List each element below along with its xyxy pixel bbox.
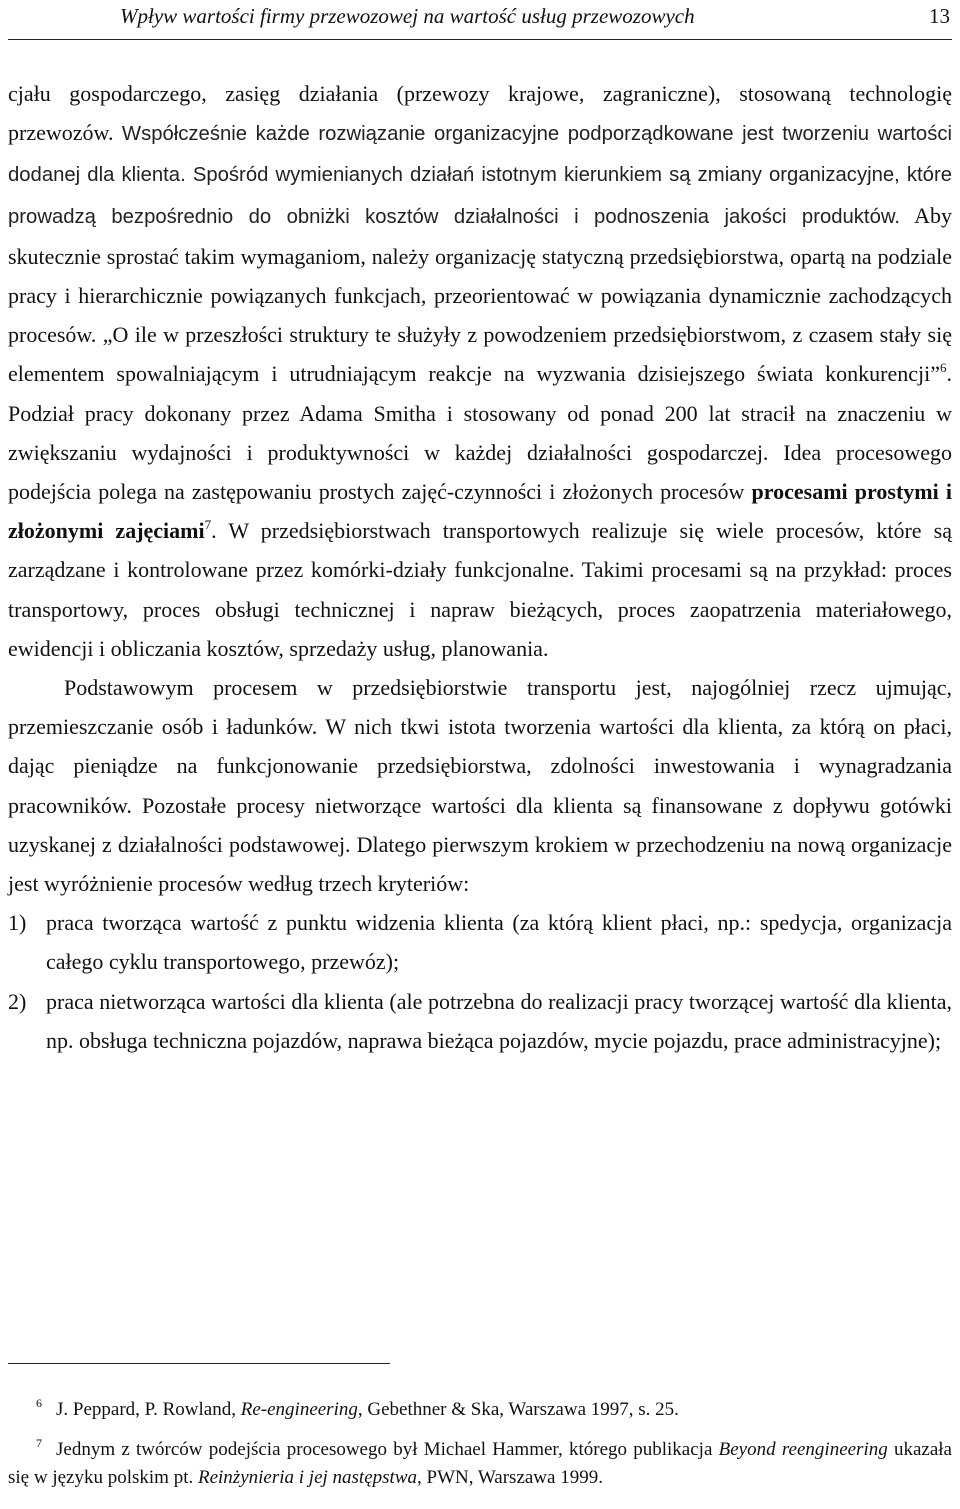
footnote-title: Beyond reengineering: [718, 1439, 888, 1460]
footnote-text: J. Peppard, P. Rowland,: [56, 1399, 241, 1420]
footnote-6: [8, 1396, 952, 1424]
footnote-ref-6[interactable]: 6: [940, 360, 947, 376]
criteria-list: [8, 903, 952, 1060]
paragraph-1-part-b: Współcześnie każde rozwiązanie organizacyjne podporządkowane jest tworzeniu wartości dodanej dla klienta. Spośród wymienianych działań istotnym kierunkiem są zmiany organizacyjne, które prowadzą bezpośrednio do obniżki kosztów działalności i podnoszenia jakości produktów.: [8, 123, 952, 228]
paragraph-1-part-d: . Podział pracy dokonany przez Adama Smitha i stosowany od ponad 200 lat stracił na znaczeniu w zwiększaniu wydajności i produktywności w każdej działalności gospodarczej. Idea procesowego podejścia polega na zastępowaniu prostych zajęć-czynności i złożonych procesów: [8, 361, 952, 505]
footnote-text: , PWN, Warszawa 1999.: [417, 1467, 603, 1488]
list-item-number: 2): [8, 988, 27, 1014]
body-text: [8, 74, 952, 1060]
paragraph-1-part-c: Aby skutecznie sprostać takim wymaganiom, należy organizację statyczną przedsiębiorstwa, opartą na podziale pracy i hierarchicznie powiązanych funkcjach, przeorientować w powiązania dynamicznie zachodzących procesów. „O ile w przeszłości struktury te służyły z powodzeniem przedsiębiorstwom, z czasem stały się elementem spowalniającym i utrudniającym reakcje na wyzwania dzisiejszego świata konkurencji”: [8, 202, 952, 387]
paragraph-1-bold: procesami prostymi i złożonymi zajęciami: [8, 479, 952, 544]
footnote-ref-7[interactable]: 7: [204, 517, 212, 533]
footnotes: [8, 1396, 952, 1492]
paragraph-1: [8, 74, 952, 668]
page-number: 13: [929, 4, 950, 28]
running-header: [8, 2, 952, 32]
paragraph-1-part-e: . W przedsiębiorstwach transportowych realizuje się wiele procesów, które są zarządzane i kontrolowane przez komórki-działy funkcjonalne. Takimi procesami są na przykład: proces transportowy, proces obsługi technicznej i napraw bieżących, proces zaopatrzenia materiałowego, ewidencji i obliczania kosztów, sprzedaży usług, planowania.: [8, 518, 952, 661]
header-title: Wpływ wartości firmy przewozowej na wartość usług przewozowych: [120, 4, 695, 28]
footnote-text: ukazała się w języku polskim pt.: [8, 1439, 952, 1488]
footnote-number: 6: [36, 1396, 42, 1410]
footnote-number: 7: [36, 1436, 42, 1450]
header-rule: [8, 39, 952, 40]
list-item-number: 1): [8, 910, 27, 936]
footnote-text: , Gebethner & Ska, Warszawa 1997, s. 25.: [357, 1399, 679, 1420]
footnote-7: [8, 1436, 952, 1492]
paragraph-2: Podstawowym procesem w przedsiębiorstwie transportu jest, najogólniej rzecz ujmując, przemieszczanie osób i ładunków. W nich tkwi istota tworzenia wartości dla klienta, za którą on płaci, dając pieniądze na funkcjonowanie przedsiębiorstwa, zdolności inwestowania i wynagradzania pracowników. Pozostałe procesy nietworzące wartości dla klienta są finansowane z dopływu gotówki uzyskanej z działalności podstawowej. Dlatego pierwszym krokiem w przechodzeniu na nową organizacje jest wyróżnienie procesów według trzech kryteriów:: [8, 675, 952, 897]
list-item-text: praca nietworząca wartości dla klienta (ale potrzebna do realizacji pracy tworzącej wartość dla klienta, np. obsługa techniczna pojazdów, naprawa bieżąca pojazdów, mycie pojazdu, prace administracyjne);: [46, 988, 952, 1053]
list-item: [8, 982, 952, 1060]
footnote-rule: [8, 1363, 390, 1364]
footnote-title: Reinżynieria i jej następstwa: [197, 1467, 417, 1488]
footnote-text: Jednym z twórców podejścia procesowego był Michael Hammer, którego publikacja: [56, 1439, 719, 1460]
footnote-title: Re-engineering: [240, 1399, 358, 1420]
document-page: [8, 0, 952, 1509]
list-item-text: praca tworząca wartość z punktu widzenia klienta (za którą klient płaci, np.: spedycja, organizacja całego cyklu transportowego, przewóz);: [46, 910, 952, 975]
list-item: [8, 903, 952, 981]
paragraph-1-part-a: cjału gospodarczego, zasięg działania (przewozy krajowe, zagraniczne), stosowaną technologię przewozów.: [8, 81, 952, 146]
